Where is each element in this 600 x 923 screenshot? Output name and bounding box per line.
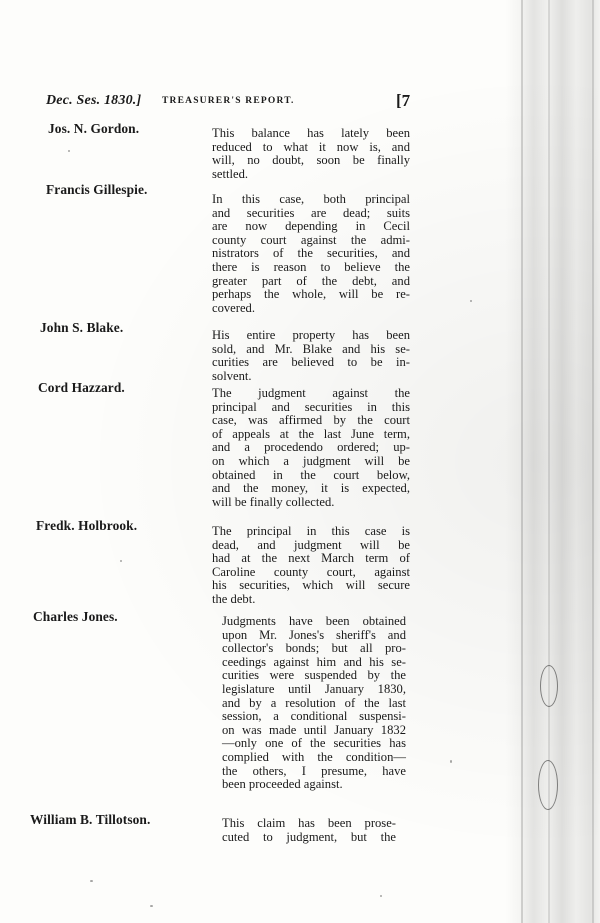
text-line: obtained in the court below, xyxy=(212,467,410,482)
binding-edge-line xyxy=(592,0,594,923)
entry-text xyxy=(190,329,410,383)
text-line: there is reason to believe the xyxy=(212,259,410,274)
scan-speck xyxy=(380,895,382,897)
entry-text xyxy=(190,525,410,607)
text-line: are now depending in Cecil xyxy=(212,219,410,234)
binding-edge-line xyxy=(521,0,523,923)
text-line: curities are believed to be in- xyxy=(212,355,410,370)
entry-name: John S. Blake. xyxy=(40,320,124,335)
text-line: nistrators of the securities, and xyxy=(212,246,410,261)
entry-name: Charles Jones. xyxy=(33,609,118,624)
scan-speck xyxy=(90,880,93,882)
text-line: sold, and Mr. Blake and his se- xyxy=(212,341,410,356)
scan-speck xyxy=(120,560,122,562)
text-line: covered. xyxy=(212,300,256,315)
text-line: complied with the condition— xyxy=(222,749,406,764)
text-line: on was made until January 1832 xyxy=(222,722,406,737)
text-line: and a procedendo ordered; up- xyxy=(212,440,410,455)
entry-name: Fredk. Holbrook. xyxy=(36,518,138,533)
text-line: session, a conditional suspensi- xyxy=(222,709,406,724)
entry-name: Jos. N. Gordon. xyxy=(48,121,140,136)
text-line: and securities are dead; suits xyxy=(212,205,410,220)
running-header xyxy=(46,93,416,115)
text-line: curities were suspended by the xyxy=(222,668,406,683)
text-line: his securities, which will secure xyxy=(212,578,410,593)
text-line: This balance has lately been xyxy=(212,126,410,140)
text-line: the debt. xyxy=(212,591,256,606)
entry-text xyxy=(200,817,396,844)
text-line: The judgment against the xyxy=(212,386,410,400)
text-line: cuted to judgment, but the xyxy=(222,829,396,844)
text-line: principal and securities in this xyxy=(212,399,410,414)
entry-text xyxy=(190,387,410,509)
entry-name: Francis Gillespie. xyxy=(46,182,148,197)
text-line: county court against the admi- xyxy=(212,232,410,247)
page-number: [7 xyxy=(396,91,411,110)
entry-text xyxy=(200,615,406,792)
text-line: ceedings against him and his se- xyxy=(222,654,406,669)
entry-text xyxy=(190,127,410,181)
text-line: In this case, both principal xyxy=(212,192,410,206)
text-line: had at the next March term of xyxy=(212,551,410,566)
scan-speck xyxy=(68,150,70,152)
text-line: upon Mr. Jones's sheriff's and xyxy=(222,627,406,642)
text-line: greater part of the debt, and xyxy=(212,273,410,288)
entry-name: William B. Tillotson. xyxy=(30,812,151,827)
text-line: collector's bonds; but all pro- xyxy=(222,641,406,656)
scan-speck xyxy=(150,905,153,907)
entry-text xyxy=(190,193,410,315)
text-line: —only one of the securities has xyxy=(222,736,406,751)
text-line: the others, I presume, have xyxy=(222,763,406,778)
text-line: will be finally collected. xyxy=(212,494,335,509)
text-line: will, no doubt, soon be finally xyxy=(212,153,410,168)
margin-smudge xyxy=(540,665,558,707)
text-line: This claim has been prose- xyxy=(222,816,396,830)
text-line: of appeals at the last June term, xyxy=(212,426,410,441)
text-line: reduced to what it now is, and xyxy=(212,139,410,154)
text-line: Caroline county court, against xyxy=(212,564,410,579)
text-line: settled. xyxy=(212,166,249,181)
text-line: His entire property has been xyxy=(212,328,410,342)
text-line: Judgments have been obtained xyxy=(222,614,406,628)
scan-speck xyxy=(450,760,452,763)
text-line: legislature until January 1830, xyxy=(222,681,406,696)
text-line: and by a resolution of the last xyxy=(222,695,406,710)
session-label: Dec. Ses. 1830.] xyxy=(46,93,142,108)
text-line: and the money, it is expected, xyxy=(212,481,410,496)
text-line: dead, and judgment will be xyxy=(212,537,410,552)
text-line: been proceeded against. xyxy=(222,777,343,792)
report-title: TREASURER'S REPORT. xyxy=(162,96,295,106)
text-line: perhaps the whole, will be re- xyxy=(212,287,410,302)
text-line: on which a judgment will be xyxy=(212,453,410,468)
text-line: solvent. xyxy=(212,368,252,383)
text-line: The principal in this case is xyxy=(212,524,410,538)
entry-name: Cord Hazzard. xyxy=(38,380,125,395)
scan-speck xyxy=(470,300,472,302)
margin-smudge xyxy=(538,760,558,810)
text-line: case, was affirmed by the court xyxy=(212,413,410,428)
